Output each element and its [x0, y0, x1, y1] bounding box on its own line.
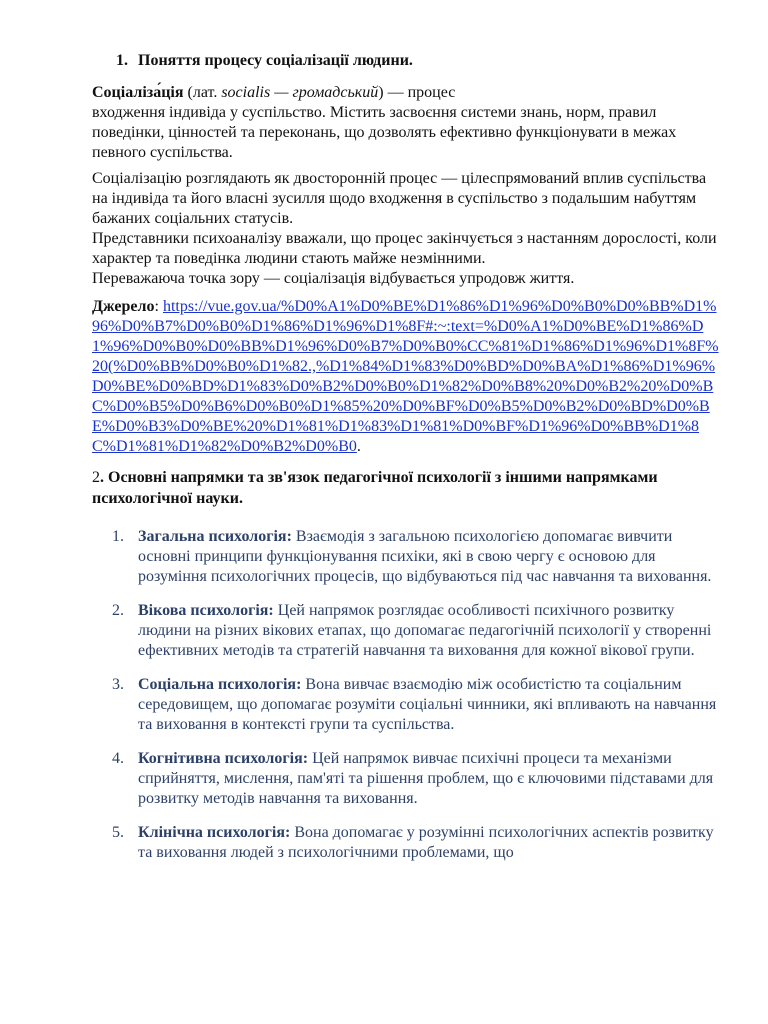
definition-dash: — [270, 84, 293, 101]
section-1-title: Поняття процесу соціалізації людини. [138, 52, 413, 69]
latin-translation: громадський [292, 84, 379, 101]
list-term: Загальна психологія: [138, 528, 292, 545]
list-item [92, 749, 720, 809]
directions-list [92, 527, 720, 863]
list-number: 5. [112, 824, 124, 841]
list-term: Вікова психологія: [138, 602, 274, 619]
list-number: 4. [112, 750, 124, 767]
section-2-heading [92, 467, 720, 509]
source-link[interactable]: https://vue.gov.ua/%D0%A1%D0%BE%D1%86%D1%96%D0%B0%D0%BB%D1%96%D0%B7%D0%B0%D1%86%D1%96%D1%8F#:~:text=%D0%A1%D0%BE%D1%86%D1%96%D0%B0%D0%BB%D1%96%D0%B7%D0%B0%CC%81%D1%86%D1%96%D1%8F%20(%D0%BB%D0%B0%D1%82.,%D1%84%D1%83%D0%BD%D0%BA%D1%86%D1%96%D0%BE%D0%BD%D1%83%D0%B2%D0%B0%D1%82%D0%B8%20%D0%B2%20%D0%BC%D0%B5%D0%B6%D0%B0%D1%85%20%D0%BF%D0%B5%D0%B2%D0%BD%D0%BE%D0%B3%D0%BE%20%D1%81%D1%83%D1%81%D0%BF%D1%96%D0%BB%D1%8C%D1%81%D1%82%D0%B2%D0%B0 [92, 298, 719, 455]
paragraph-two-sided: Соціалізацію розглядають як двосторонній процес — цілеспрямований вплив суспільства на індивіда та його власні зусилля щодо входження в суспільство з подальшим набуттям бажаних соціальних статусів. [92, 170, 707, 227]
document-page [92, 50, 720, 877]
latin-word: socialis [221, 84, 271, 101]
paragraph-psychoanalysis: Представники психоаналізу вважали, що процес закінчується з настанням дорослості, коли характер та поведінка людини стають майже незмінними. [92, 230, 717, 267]
definition-term: Соціаліза́ція [92, 84, 184, 101]
section-2-number: 2 [92, 469, 100, 486]
list-text: Вона вивчає взаємодію між особистістю та соціальним середовищем, що допомагає розуміти соціальні чинники, які впливають на навчання та виховання в контексті групи та суспільства. [138, 676, 717, 733]
section-2-title: . Основні напрямки та зв'язок педагогічної психології з іншими напрямками психологічної науки. [92, 469, 658, 507]
list-term: Соціальна психологія: [138, 676, 302, 693]
list-text: Цей напрямок вивчає психічні процеси та механізми сприйняття, мислення, пам'яті та рішення проблем, що є ключовими підставами для розвитку методів навчання та виховання. [138, 750, 714, 807]
list-number: 3. [112, 676, 124, 693]
list-term: Клінічна психологія: [138, 824, 291, 841]
definition-text: входження індивіда у суспільство. Містить засвоєння системи знань, норм, правил поведінки, цінностей та переконань, що дозволять ефективно функціонувати в межах певного суспільства. [92, 104, 677, 161]
section-1-number: 1. [116, 52, 128, 69]
list-text: Вона допомагає у розумінні психологічних аспектів розвитку та виховання людей з психологічними проблемами, що [138, 824, 714, 861]
source-label: Джерело [92, 298, 155, 315]
list-text: Цей напрямок розглядає особливості психічного розвитку людини на різних вікових етапах, що допомагає педагогічній психології у створенні ефективних методів та стратегій навчання та виховання для кожної вікової групи. [138, 602, 712, 659]
definition-close: ) — процес [378, 84, 456, 101]
list-term: Когнітивна психологія: [138, 750, 309, 767]
list-number: 2. [112, 602, 124, 619]
section-1-heading [116, 50, 720, 71]
definition-open: (лат. [183, 84, 222, 101]
definition-paragraph [92, 83, 720, 163]
source-end: . [356, 438, 361, 455]
list-number: 1. [112, 528, 124, 545]
list-item [92, 601, 720, 661]
list-item [92, 823, 720, 863]
source-paragraph [92, 297, 720, 457]
source-colon: : [154, 298, 163, 315]
list-text: Взаємодія з загальною психологією допомагає вивчити основні принципи функціонування психіки, які в свою чергу є основою для розуміння психологічних процесів, що відбуваються під час навчання та виховання. [138, 528, 712, 585]
list-item [92, 675, 720, 735]
list-item [92, 527, 720, 587]
paragraph-lifelong: Переважаюча точка зору — соціалізація відбувається упродовж життя. [92, 270, 575, 287]
